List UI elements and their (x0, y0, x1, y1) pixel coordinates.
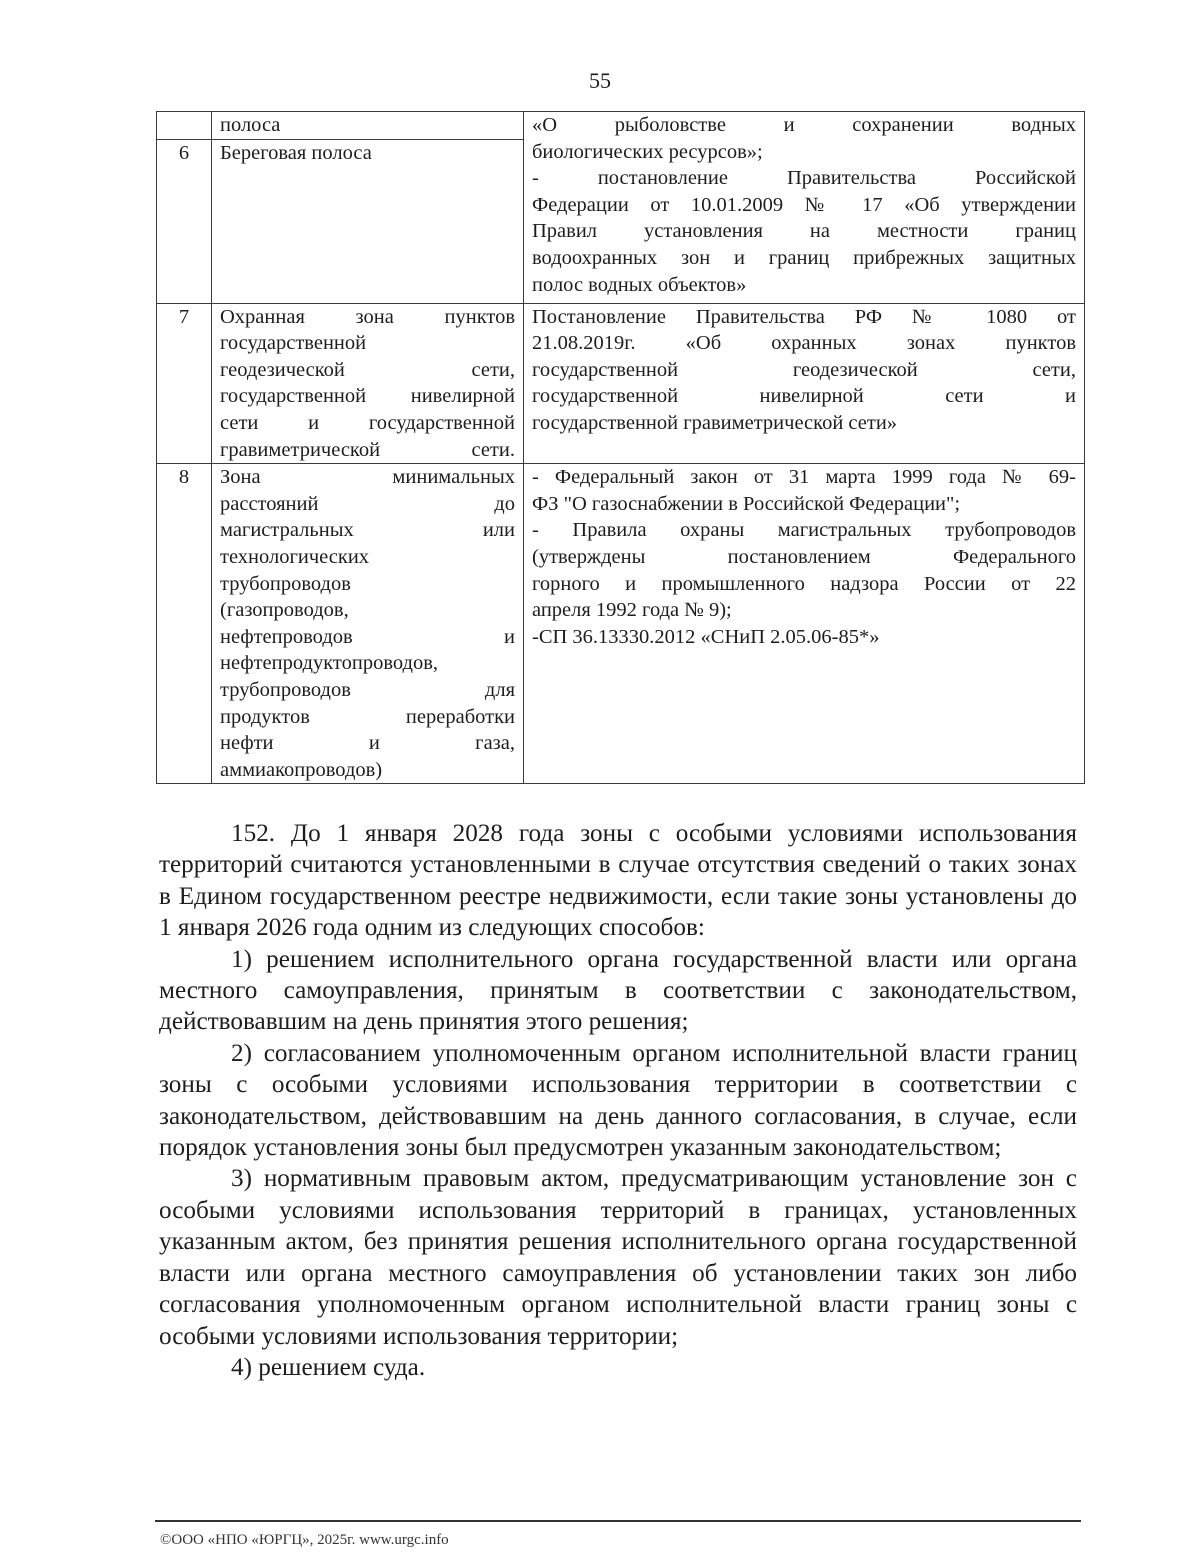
law-line: - Федеральный закон от 31 марта 1999 года № 69- (532, 466, 1076, 489)
zone-name-line: трубопроводов для (220, 678, 515, 701)
law-line: ФЗ "О газоснабжении в Российской Федерации"; (532, 492, 961, 515)
row-number: 8 (157, 464, 212, 784)
law-line: апреля 1992 года № 9); (532, 599, 732, 622)
law-line: государственной гравиметрической сети» (532, 411, 898, 434)
law-cell (524, 303, 1085, 464)
table-row (157, 303, 1085, 464)
law-cell (524, 112, 1085, 304)
zone-name-line: Береговая полоса (220, 141, 372, 164)
zone-name-cell (212, 464, 524, 784)
page-number: 55 (589, 68, 611, 93)
zone-name-line: технологических (220, 545, 370, 568)
zone-name-line: нефтепроводов и (220, 625, 515, 648)
zones-table (156, 111, 1085, 784)
zone-name-line: Охранная зона пунктов (220, 305, 515, 328)
law-line: государственной нивелирной сети и (532, 385, 1076, 408)
law-line: Правил установления на местности границ (532, 220, 1076, 243)
law-line: «О рыболовстве и сохранении водных (532, 114, 1076, 136)
law-line: - постановление Правительства Российской (532, 167, 1076, 190)
zone-name-line: трубопроводов (220, 572, 351, 595)
zone-name-line: полоса (220, 114, 281, 136)
law-line: 21.08.2019г. «Об охранных зонах пунктов (532, 332, 1076, 355)
zone-name-line: государственной нивелирной (220, 385, 515, 408)
paragraph-152: 152. До 1 января 2028 года зоны с особыми условиями использования территорий считаются установленными в случае отсутствия сведений о таких зонах в Едином государственном реестре недвижимости, если такие зоны установлены до 1 января 2026 года одним из следующих способов: (159, 820, 1077, 942)
table-row (157, 464, 1085, 784)
law-line: (утверждены постановлением Федерального (532, 545, 1076, 568)
body-text (159, 818, 1077, 1383)
list-item-1: 1) решением исполнительного органа государственной власти или органа местного самоуправления, принятым в соответствии с законодательством, действовавшим на день принятия этого решения; (159, 945, 1077, 1036)
law-line: Федерации от 10.01.2009 № 17 «Об утверждении (532, 193, 1076, 216)
law-line: водоохранных зон и границ прибрежных защитных (532, 246, 1076, 269)
zone-name-line: магистральных или (220, 519, 515, 542)
row-number: 6 (157, 139, 212, 303)
zone-name-line: сети и государственной (220, 411, 515, 434)
zone-name-cell (212, 303, 524, 464)
zone-name-line: расстояний до (220, 492, 515, 515)
law-line: государственной геодезической сети, (532, 358, 1076, 381)
zone-name-line: гравиметрической сети. (220, 438, 515, 461)
zone-name-line: (газопроводов, (220, 599, 349, 622)
list-item-2: 2) согласованием уполномоченным органом исполнительной власти границ зоны с особыми условиями использования территории в соответствии с законодательством, действовавшим на день данного согласования, в случае, если порядок установления зоны был предусмотрен указанным законодательством; (159, 1039, 1077, 1162)
zone-name-line: нефти и газа, (220, 732, 515, 755)
law-line: - Правила охраны магистральных трубопроводов (532, 519, 1076, 542)
row-number: 7 (157, 303, 212, 464)
zone-name-line: Зона минимальных (220, 466, 515, 489)
law-line: -СП 36.13330.2012 «СНиП 2.05.06-85*» (532, 625, 880, 648)
zone-name-line: нефтепродуктопроводов, (220, 652, 439, 675)
zone-name-line: продуктов переработки (220, 705, 515, 728)
table-row (157, 112, 1085, 140)
list-item-4: 4) решением суда. (231, 1353, 426, 1381)
zone-name-line: аммиакопроводов) (220, 758, 383, 781)
footer-divider (155, 1520, 1081, 1522)
law-line: биологических ресурсов»; (532, 140, 763, 163)
law-line: полос водных объектов» (532, 273, 747, 296)
zone-name-line: геодезической сети, (220, 358, 515, 381)
footer-copyright: ©ООО «НПО «ЮРГЦ», 2025г. www.urgc.info (160, 1532, 449, 1548)
list-item-3: 3) нормативным правовым актом, предусматривающим установление зон с особыми условиями использования территорий в границах, установленных указанным актом, без принятия решения исполнительного органа государственной власти или органа местного самоуправления об установлении таких зон либо согласования уполномоченным органом исполнительной власти границ зоны с особыми условиями использования территории; (159, 1165, 1077, 1350)
row-number (157, 112, 212, 140)
law-line: Постановление Правительства РФ № 1080 от (532, 305, 1076, 328)
zone-name-cell (212, 139, 524, 303)
law-cell (524, 464, 1085, 784)
law-line: горного и промышленного надзора России от 22 (532, 572, 1076, 595)
zone-name-line: государственной (220, 332, 367, 355)
zone-name-cell (212, 112, 524, 140)
